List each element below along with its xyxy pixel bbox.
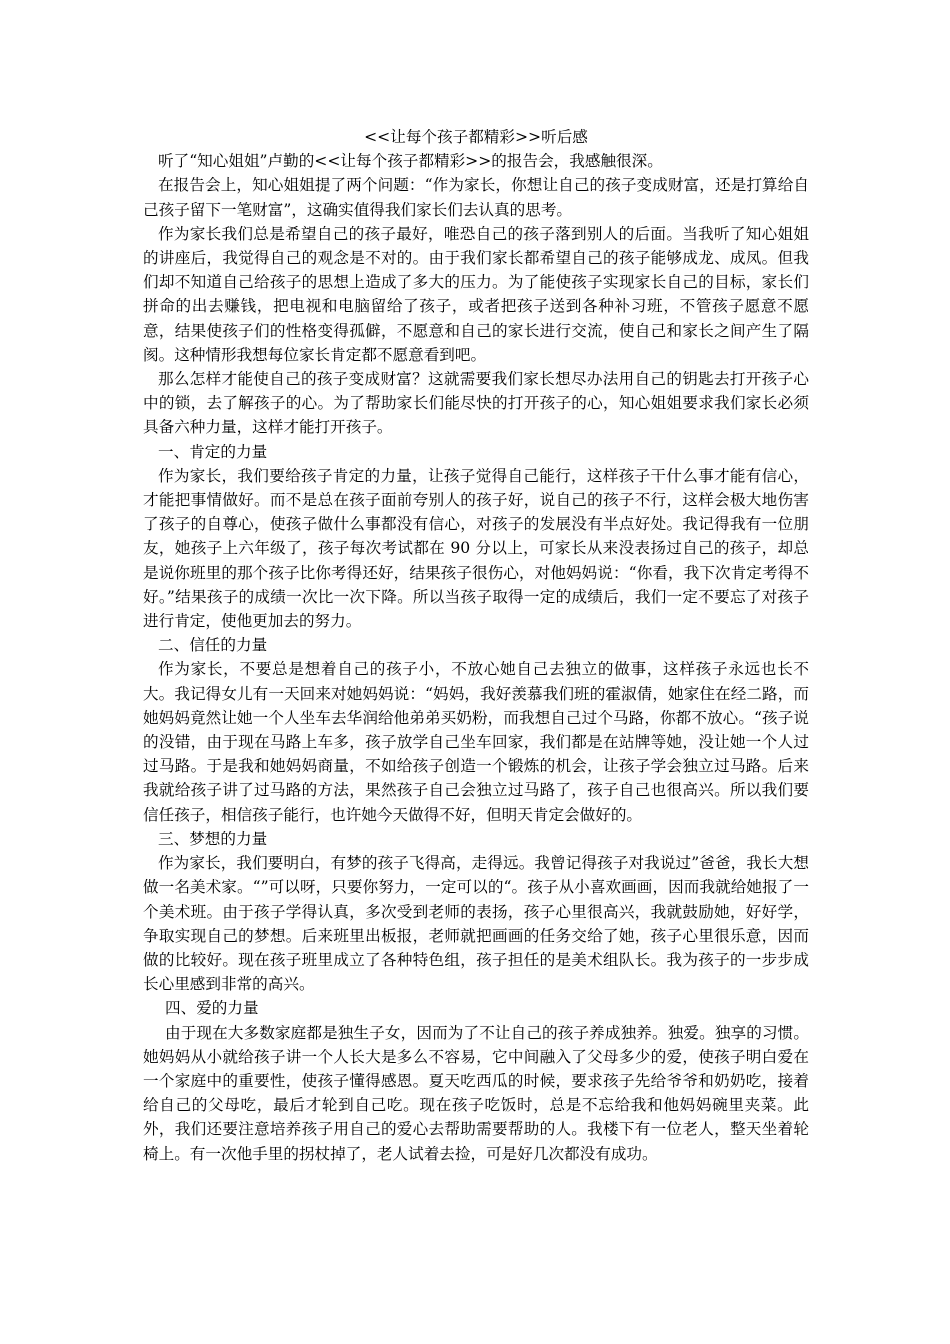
paragraph-six-powers: 那么怎样才能使自己的孩子变成财富？这就需要我们家长想尽办法用自己的钥匙去打开孩子心中的锁，去了解孩子的心。为了帮助家长们能尽快的打开孩子的心，知心姐姐要求我们家长必须具备六种力量，这样才能打开孩子。	[143, 370, 809, 437]
paragraph-questions: 在报告会上，知心姐姐提了两个问题：“作为家长，你想让自己的孩子变成财富，还是打算给自己孩子留下一笔财富”，这确实值得我们家长们去认真的思考。	[143, 176, 809, 219]
paragraph-expectations: 作为家长我们总是希望自己的孩子最好，唯恐自己的孩子落到别人的后面。当我听了知心姐姐的讲座后，我觉得自己的观念是不对的。由于我们家长都希望自己的孩子能够成龙、成凤。但我们却不知道自己给孩子的思想上造成了多大的压力。为了能使孩子实现家长自己的目标，家长们拼命的出去赚钱，把电视和电脑留给了孩子，或者把孩子送到各种补习班，不管孩子愿意不愿意，结果使孩子们的性格变得孤僻，不愿意和自己的家长进行交流，使自己和家长之间产生了隔阂。这种情形我想每位家长肯定都不愿意看到吧。	[143, 224, 809, 364]
paragraph-love: 由于现在大多数家庭都是独生子女，因而为了不让自己的孩子养成独养。独爱。独享的习惯。她妈妈从小就给孩子讲一个人长大是多么不容易，它中间融入了父母多少的爱，使孩子明白爱在一个家庭中的重要性，使孩子懂得感恩。夏天吃西瓜的时候，要求孩子先给爷爷和奶奶吃，接着给自己的父母吃，最后才轮到自己吃。现在孩子吃饭时，总是不忘给我和他妈妈碗里夹菜。此外，我们还要注意培养孩子用自己的爱心去帮助需要帮助的人。我楼下有一位老人，整天坐着轮椅上。有一次他手里的拐杖掉了，老人试着去捡，可是好几次都没有成功。	[143, 1023, 809, 1163]
paragraph-intro: 听了“知心姐姐”卢勤的<<让每个孩子都精彩>>的报告会，我感触很深。	[158, 152, 663, 171]
section-heading-dream: 三、梦想的力量	[158, 829, 268, 848]
paragraph-affirmation: 作为家长，我们要给孩子肯定的力量，让孩子觉得自己能行，这样孩子干什么事才能有信心，才能把事情做好。而不是总在孩子面前夸别人的孩子好，说自己的孩子不行，这样会极大地伤害了孩子的自尊心，使孩子做什么事都没有信心，对孩子的发展没有半点好处。我记得我有一位朋友，她孩子上六年级了，孩子每次考试都在 90 分以上，可家长从来没表扬过自己的孩子，却总是说你班里的那个孩子比你考得还好，结果孩子很伤心，对他妈妈说：“你看，我下次肯定考得不好。”结果孩子的成绩一次比一次下降。所以当孩子取得一定的成绩后，我们一定不要忘了对孩子进行肯定，使他更加去的努力。	[143, 466, 809, 631]
section-heading-affirmation: 一、肯定的力量	[158, 442, 268, 461]
document-title: <<让每个孩子都精彩>>听后感	[364, 128, 588, 146]
section-heading-trust: 二、信任的力量	[158, 636, 268, 655]
paragraph-trust: 作为家长，不要总是想着自己的孩子小，不放心她自己去独立的做事，这样孩子永远也长不大。我记得女儿有一天回来对她妈妈说：“妈妈，我好羡慕我们班的霍淑倩，她家住在经二路，而她妈妈竟然让她一个人坐车去华润给他弟弟买奶粉，而我想自己过个马路，你都不放心。“孩子说的没错，由于现在马路上车多，孩子放学自己坐车回家，我们都是在站牌等她，没让她一个人过过马路。于是我和她妈妈商量，不如给孩子创造一个锻炼的机会，让孩子学会独立过马路。后来我就给孩子讲了过马路的方法，果然孩子自己会独立过马路了，孩子自己也很高兴。所以我们要信任孩子，相信孩子能行，也许她今天做得不好，但明天肯定会做好的。	[143, 660, 809, 824]
document-page	[143, 125, 809, 1166]
paragraph-dream: 作为家长，我们要明白，有梦的孩子飞得高，走得远。我曾记得孩子对我说过”爸爸，我长大想做一名美术家。“”可以呀，只要你努力，一定可以的“。孩子从小喜欢画画，因而我就给她报了一个美术班。由于孩子学得认真，多次受到老师的表扬，孩子心里很高兴，我就鼓励她，好好学，争取实现自己的梦想。后来班里出板报，老师就把画画的任务交给了她，孩子心里很乐意，因而做的比较好。现在孩子班里成立了各种特色组，孩子担任的是美术组队长。我为孩子的一步步成长心里感到非常的高兴。	[143, 854, 809, 994]
section-heading-love: 四、爱的力量	[165, 999, 259, 1018]
